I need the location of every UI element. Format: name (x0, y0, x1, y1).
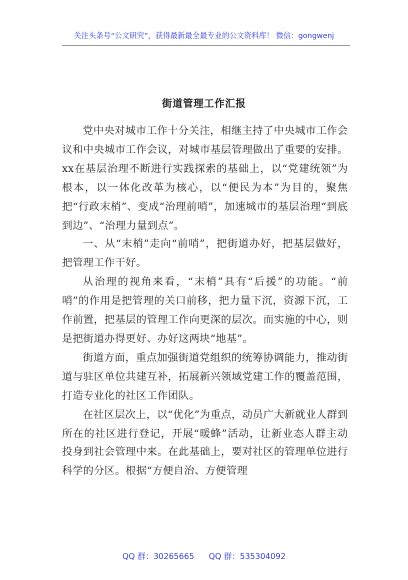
footer-qq-group-2: QQ 群：535304092 (208, 552, 286, 561)
paragraph: 从治理的视角来看，“末梢”具有“后援”的功能。“前哨”的作用是把管理的关口前移，把力量下沉，资源下沉，工作前置，把基层的管理工作向更深的层次。而实施的中心，则是把街道办得更好、办好这两块“地基”。 (62, 276, 348, 345)
footer-qq-group-1: QQ 群：30265665 (122, 552, 195, 561)
header-banner: 关注头条号“公文研究”，获得最新最全最专业的公文资料库！ 微信：gongwenj (73, 31, 335, 40)
paragraph: 在社区层次上，以“优化”为重点，动员广大新就业人群到所在的社区进行登记，开展“暖蜂”活动，让新业态人群主动投身到社会管理中来。在此基础上，要对社区的管理单位进行科学的分区。根据“方便自治、方便管理 (62, 408, 348, 478)
document-body (62, 122, 348, 481)
paragraph: 党中央对城市工作十分关注，相继主持了中央城市工作会议和中央城市工作会议，对城市基层管理做出了重要的安排。xx在基层治理不断进行实践探索的基础上，以“党建统领”为根本，以一体化改革为核心，以“便民为本”为目的，聚焦把“行政末梢”、变成“治理前哨”，加速城市的基层治理“到底到边”、“治理力量到点”。 (62, 125, 348, 232)
document-title: 街道管理工作汇报 (162, 99, 246, 110)
header-divider (62, 45, 350, 46)
paragraph: 街道方面，重点加强街道党组织的统筹协调能力，推动街道与驻区单位共建互补，拓展新兴领域党建工作的覆盖范围，打造专业化的社区工作团队。 (62, 351, 348, 402)
paragraph: 一、从“末梢”走向“前哨”，把街道办好，把基层做好，把管理工作干好。 (62, 238, 348, 270)
footer (0, 551, 408, 562)
